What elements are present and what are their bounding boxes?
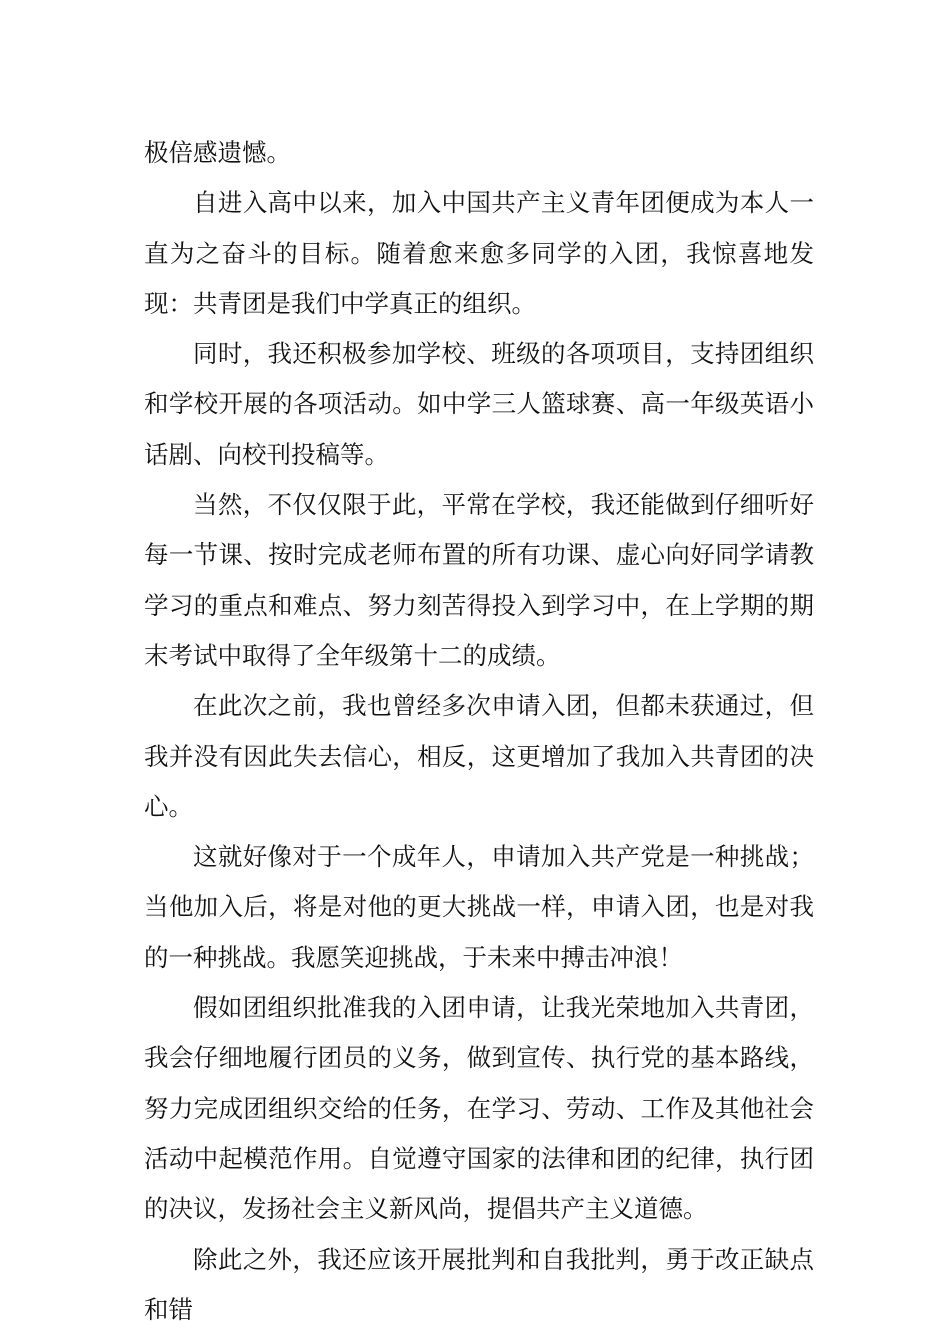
paragraph-3: 同时，我还积极参加学校、班级的各项项目，支持团组织和学校开展的各项活动。如中学三人篮球赛、高一年级英语小话剧、向校刊投稿等。 [144, 339, 814, 469]
paragraph-2: 自进入高中以来，加入中国共产主义青年团便成为本人一直为之奋斗的目标。随着愈来愈多同学的入团，我惊喜地发现：共青团是我们中学真正的组织。 [144, 188, 814, 318]
paragraph-7: 假如团组织批准我的入团申请，让我光荣地加入共青团，我会仔细地履行团员的义务，做到宣传、执行党的基本路线，努力完成团组织交给的任务，在学习、劳动、工作及其他社会活动中起模范作用。自觉遵守国家的法律和团的纪律，执行团的决议，发扬社会主义新风尚，提倡共产主义道德。 [144, 993, 814, 1224]
paragraph-4: 当然，不仅仅限于此，平常在学校，我还能做到仔细听好每一节课、按时完成老师布置的所有功课、虚心向好同学请教学习的重点和难点、努力刻苦得投入到学习中，在上学期的期末考试中取得了全年级第十二的成绩。 [144, 490, 814, 670]
paragraph-5: 在此次之前，我也曾经多次申请入团，但都未获通过，但我并没有因此失去信心，相反，这更增加了我加入共青团的决心。 [144, 691, 814, 821]
document-body [144, 128, 814, 1335]
paragraph-1: 极倍感遗憾。 [144, 138, 291, 167]
paragraph-6: 这就好像对于一个成年人，申请加入共产党是一种挑战；当他加入后，将是对他的更大挑战一样，申请入团，也是对我的一种挑战。我愿笑迎挑战，于未来中搏击冲浪！ [144, 842, 814, 972]
paragraph-8: 除此之外，我还应该开展批判和自我批判，勇于改正缺点和错 [144, 1244, 814, 1324]
